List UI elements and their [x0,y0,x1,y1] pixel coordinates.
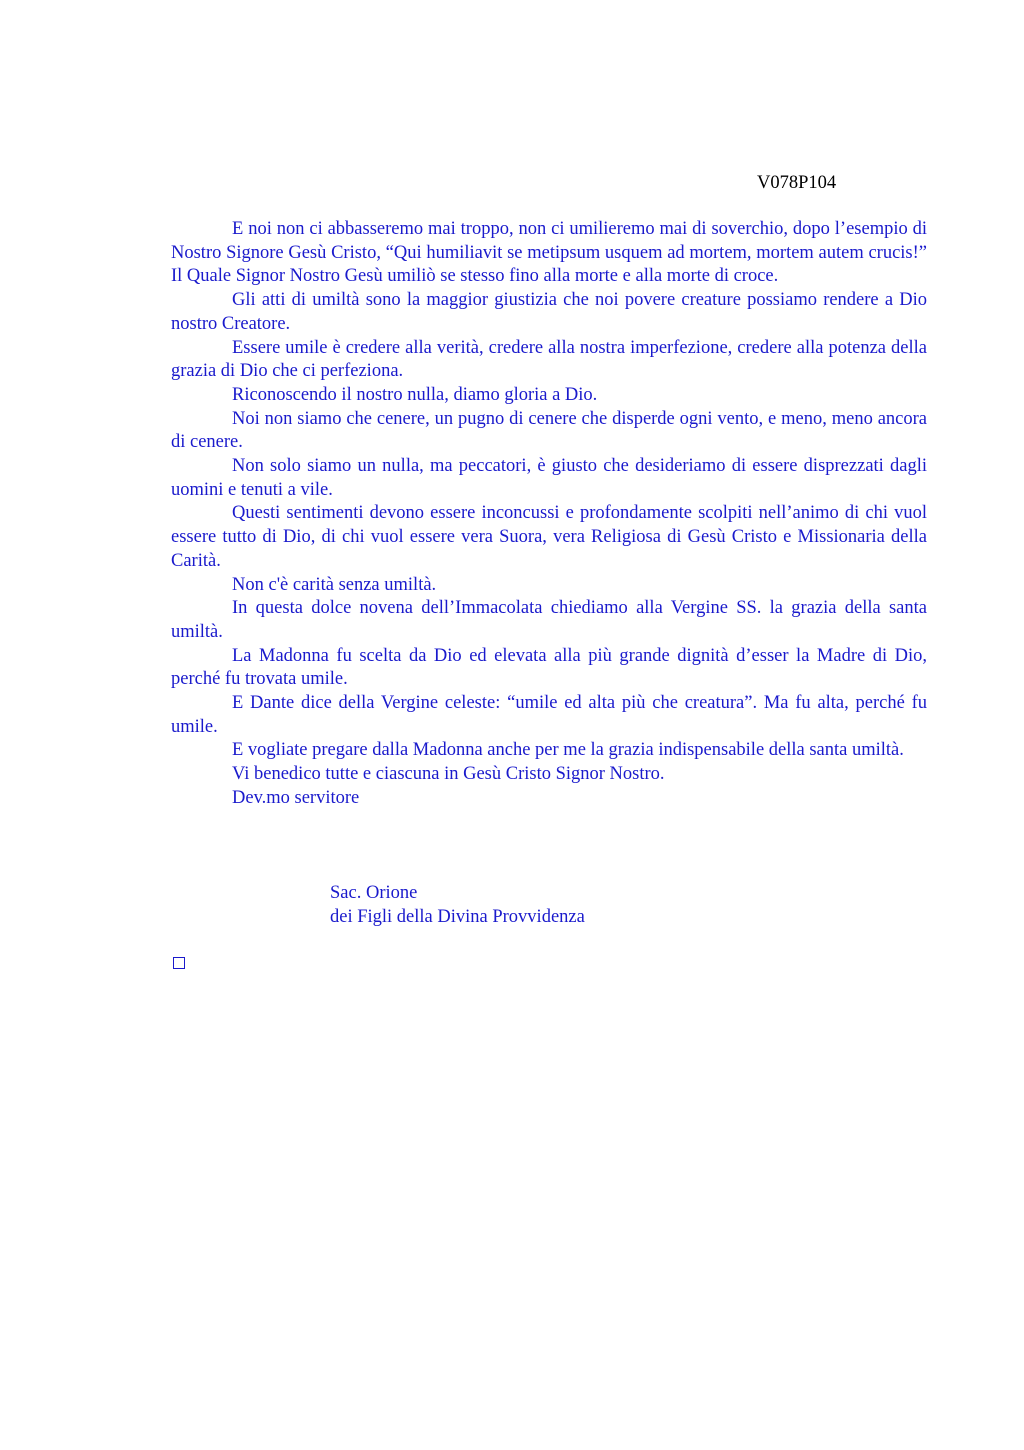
paragraph-6: Non solo siamo un nulla, ma peccatori, è giusto che desideriamo di essere disprezzati dagli uomini e tenuti a vile. [171,456,927,500]
paragraph-12: E vogliate pregare dalla Madonna anche per me la grazia indispensabile della santa umiltà. [232,740,904,761]
paragraph-2: Gli atti di umiltà sono la maggior giustizia che noi povere creature possiamo rendere a Dio nostro Creatore. [171,290,927,334]
paragraph-3: Essere umile è credere alla verità, credere alla nostra imperfezione, credere alla potenza della grazia di Dio che ci perfeziona. [171,337,927,382]
paragraph-5: Noi non siamo che cenere, un pugno di cenere che disperde ogni vento, e meno, meno ancora di cenere. [171,408,927,453]
end-mark-icon [173,957,185,969]
letter-body [171,218,927,811]
paragraph-7: Questi sentimenti devono essere inconcussi e profondamente scolpiti nell’animo di chi vuol essere tutto di Dio, di chi vuol essere vera Suora, vera Religiosa di Gesù Cristo e Missionaria della Carità. [171,503,927,571]
signature-name: Sac. Orione [330,883,418,903]
paragraph-9: In questa dolce novena dell’Immacolata chiediamo alla Vergine SS. la grazia della santa umiltà. [171,598,927,642]
paragraph-8: Non c'è carità senza umiltà. [232,574,437,595]
paragraph-1: E noi non ci abbasseremo mai troppo, non ci umilieremo mai di soverchio, dopo l’esempio di Nostro Signore Gesù Cristo, “Qui humiliavit se metipsum usquem ad mortem, mortem autem crucis!” Il Quale Signor Nostro Gesù umiliò se stesso fino alla morte e alla morte di croce. [171,219,927,287]
closing-salutation: Dev.mo servitore [232,787,360,808]
signature-block [330,882,585,929]
page-reference: V078P104 [757,173,837,193]
paragraph-10: La Madonna fu scelta da Dio ed elevata alla più grande dignità d’esser la Madre di Dio, perché fu trovata umile. [171,645,927,690]
paragraph-11: E Dante dice della Vergine celeste: “umile ed alta più che creatura”. Ma fu alta, perché fu umile. [171,693,927,737]
paragraph-4: Riconoscendo il nostro nulla, diamo gloria a Dio. [232,384,598,405]
signature-title: dei Figli della Divina Provvidenza [330,906,585,927]
paragraph-13: Vi benedico tutte e ciascuna in Gesù Cristo Signor Nostro. [232,764,665,785]
